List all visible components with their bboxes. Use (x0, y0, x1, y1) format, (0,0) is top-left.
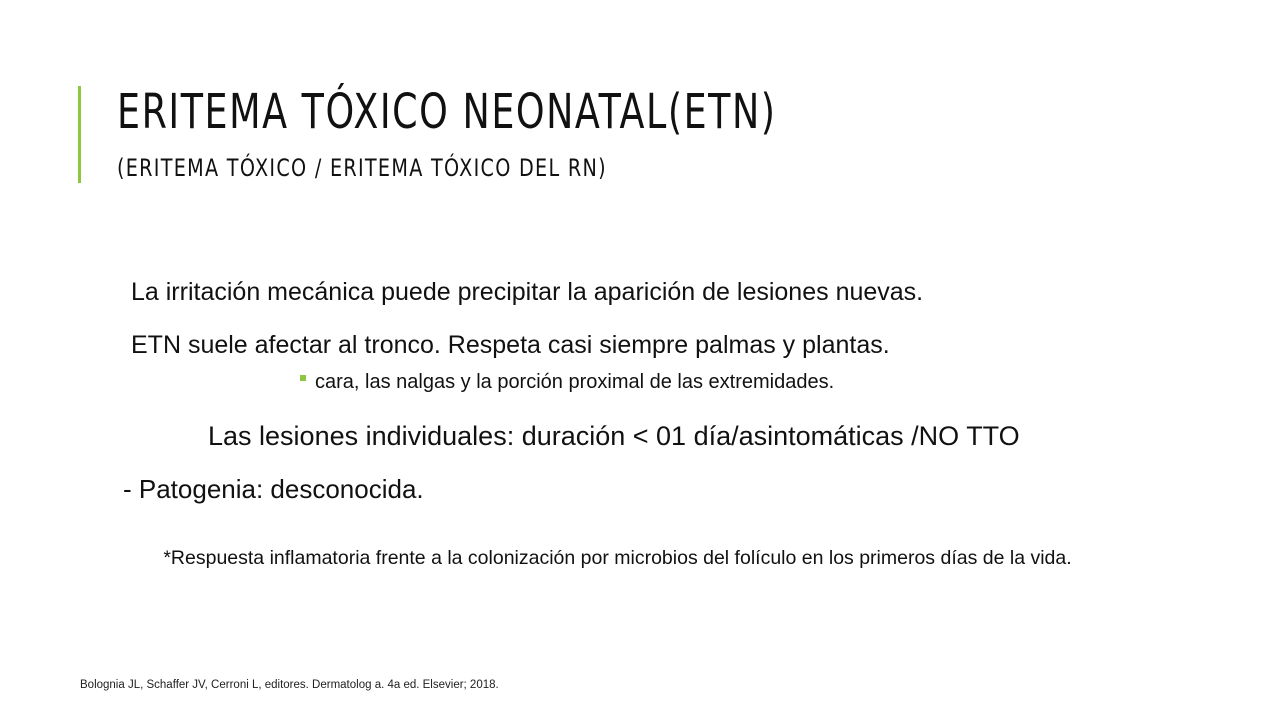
reference-citation: Bolognia JL, Schaffer JV, Cerroni L, editores. Dermatolog a. 4a ed. Elsevier; 2018. (80, 679, 499, 691)
bullet-item-areas (300, 371, 834, 394)
bullet-square-icon (300, 375, 306, 381)
body-line-location: ETN suele afectar al tronco. Respeta casi siempre palmas y plantas. (131, 331, 890, 359)
body-line-inflammatory-response: *Respuesta inflamatoria frente a la colonización por microbios del folículo en los primeros días de la vida. (163, 546, 1072, 569)
body-line-pathogenesis: - Patogenia: desconocida. (123, 474, 424, 504)
slide-subtitle: (ERITEMA TÓXICO / ERITEMA TÓXICO DEL RN) (117, 154, 607, 182)
bullet-text: cara, las nalgas y la porción proximal de las extremidades. (315, 371, 835, 393)
body-line-irritation: La irritación mecánica puede precipitar la aparición de lesiones nuevas. (131, 278, 924, 306)
slide-title: ERITEMA TÓXICO NEONATAL(ETN) (117, 84, 777, 140)
body-line-duration: Las lesiones individuales: duración < 01 día/asintomáticas /NO TTO (208, 421, 1020, 451)
title-accent-bar (78, 86, 81, 183)
